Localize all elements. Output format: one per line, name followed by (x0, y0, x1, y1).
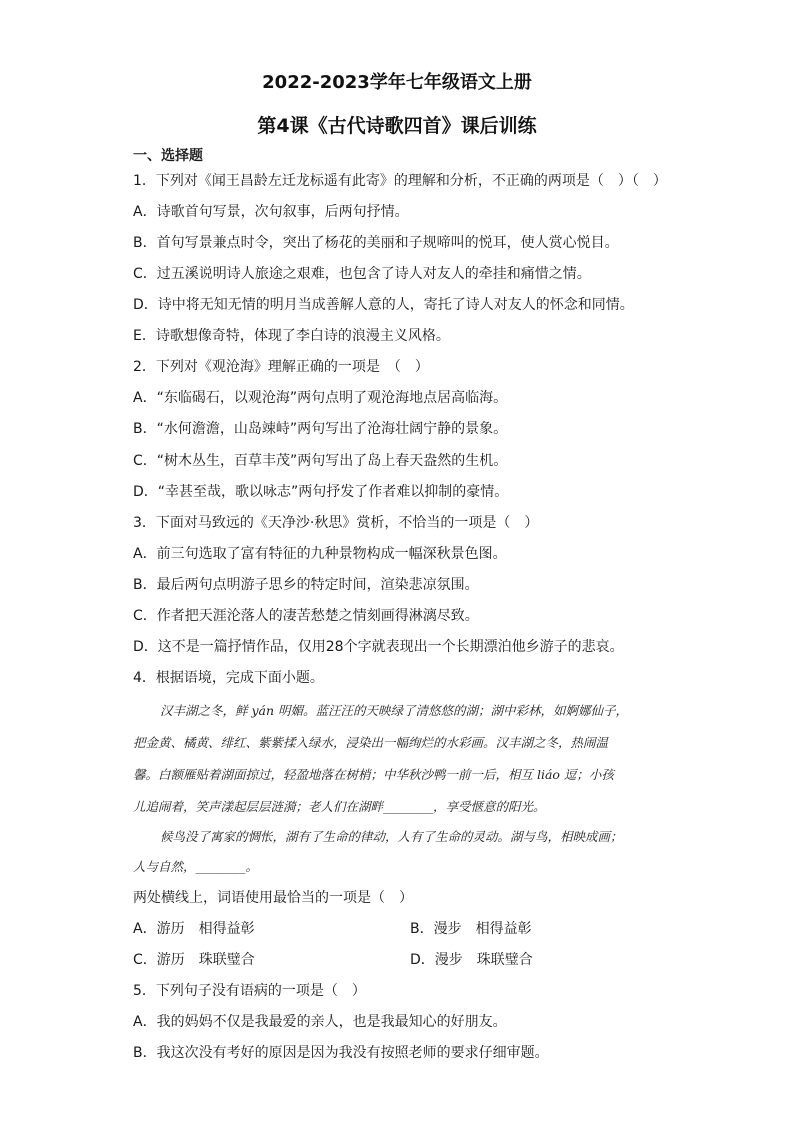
question-1-option-d: D．诗中将无知无情的明月当成善解人意的人，寄托了诗人对友人的怀念和同情。 (133, 297, 634, 313)
passage-line: 候鸟没了寓家的惆怅，湖有了生命的律动，人有了生命的灵动。湖与鸟，相映成画； (160, 829, 623, 844)
passage-line: 把金黄、橘黄、绯红、紫紫揉入绿水，浸染出一幅绚烂的水彩画。汉丰湖之冬，热闹温 (133, 735, 609, 750)
question-4-option-a: A．游历 相得益彰 (133, 921, 255, 937)
question-5-option-a: A．我的妈妈不仅是我最爱的亲人，也是我最知心的好朋友。 (133, 1014, 507, 1030)
question-2-option-c: C．“树木丛生，百草丰茂”两句写出了岛上春天盎然的生机。 (133, 453, 508, 469)
question-1-option-e: E．诗歌想像奇特，体现了李白诗的浪漫主义风格。 (133, 328, 450, 344)
question-5-stem: 5．下列句子没有语病的一项是（ ） (133, 983, 366, 999)
document-title: 2022-2023学年七年级语文上册 (262, 72, 532, 93)
question-3-option-d: D．这不是一篇抒情作品，仅用28个字就表现出一个长期漂泊他乡游子的悲哀。 (133, 639, 624, 655)
question-2-stem: 2．下列对《观沧海》理解正确的一项是 （ ） (133, 359, 429, 375)
question-5-option-b: B．我这次没有考好的原因是因为我没有按照老师的要求仔细审题。 (133, 1045, 549, 1061)
passage-line: 汉丰湖之冬，鲜 yán 明媚。蓝汪汪的天映绿了清悠悠的湖；湖中彩林，如婀娜仙子， (160, 703, 629, 718)
question-4-option-d: D．漫步 珠联璧合 (410, 952, 533, 968)
question-4-sub-stem: 两处横线上，词语使用最恰当的一项是（ ） (133, 890, 413, 906)
question-4-stem: 4．根据语境，完成下面小题。 (133, 670, 324, 686)
question-3-stem: 3．下面对马致远的《天净沙·秋思》赏析，不恰当的一项是（ ） (133, 515, 539, 531)
question-3-option-a: A．前三句选取了富有特征的九种景物构成一幅深秋景色图。 (133, 546, 507, 562)
question-1-option-b: B．首句写景兼点时令，突出了杨花的美丽和子规啼叫的悦耳，使人赏心悦目。 (133, 235, 619, 251)
passage-line: 馨。白额雁贴着湖面掠过，轻盈地落在树梢；中华秋沙鸭一前一后，相互 liáo 逗；小孩 (133, 767, 614, 782)
question-4-option-b: B．漫步 相得益彰 (410, 921, 532, 937)
section-heading: 一、选择题 (133, 148, 203, 164)
question-3-option-c: C．作者把天涯沦落人的凄苦愁楚之情刻画得淋漓尽致。 (133, 608, 479, 624)
question-3-option-b: B．最后两句点明游子思乡的特定时间，渲染悲凉氛围。 (133, 577, 479, 593)
question-2-option-a: A．“东临碣石，以观沧海”两句点明了观沧海地点居高临海。 (133, 390, 508, 406)
question-2-option-d: D．“幸甚至哉，歌以咏志”两句抒发了作者难以抑制的豪情。 (133, 484, 509, 500)
question-4-option-c: C．游历 珠联璧合 (133, 952, 255, 968)
question-1-stem: 1．下列对《闻王昌龄左迁龙标遥有此寄》的理解和分析，不正确的两项是（ ）（ ） (133, 173, 667, 189)
question-2-option-b: B．“水何澹澹，山岛竦峙”两句写出了沧海壮阔宁静的景象。 (133, 421, 508, 437)
passage-line: 儿追闹着，笑声漾起层层涟漪；老人们在湖畔________，享受惬意的阳光。 (133, 799, 546, 814)
question-1-option-c: C．过五溪说明诗人旅途之艰难，也包含了诗人对友人的牵挂和痛惜之情。 (133, 266, 591, 282)
lesson-title: 第4课《古代诗歌四首》课后训练 (257, 115, 537, 137)
passage-line: 人与自然，________。 (133, 859, 259, 874)
question-1-option-a: A．诗歌首句写景，次句叙事，后两句抒情。 (133, 204, 409, 220)
